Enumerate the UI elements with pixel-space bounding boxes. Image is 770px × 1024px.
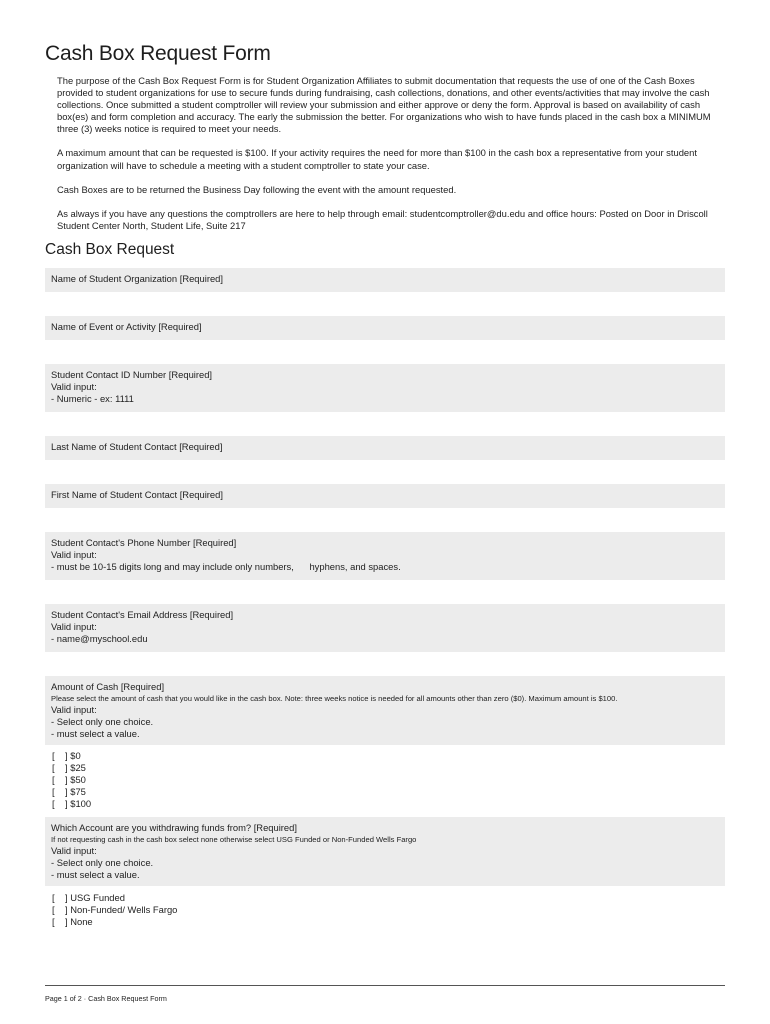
footer-divider [45, 985, 725, 986]
checkbox-option-25[interactable]: [ ] $25 [52, 762, 86, 773]
section-title: Cash Box Request [45, 241, 175, 258]
account-field [45, 817, 725, 886]
intro-text [57, 75, 729, 244]
field-note: If not requesting cash in the cash box select none otherwise select USG Funded or Non-Funded Wells Fargo [51, 835, 417, 844]
field-label: Student Contact ID Number [Required] [51, 369, 213, 380]
amount-field [45, 676, 725, 745]
field-note: Please select the amount of cash that you would like in the cash box. Note: three weeks notice is needed for all amounts other than zero ($0). Maximum amount is $100. [51, 694, 618, 703]
validation-rule: - must select a value. [51, 869, 140, 880]
first-name-field[interactable] [45, 484, 725, 508]
checkbox-option-usg-funded[interactable]: [ ] USG Funded [52, 892, 125, 903]
page-title: Cash Box Request Form [45, 42, 271, 65]
validation-rule: - must be 10-15 digits long and may include only numbers, hyphens, and spaces. [51, 561, 401, 572]
checkbox-option-100[interactable]: [ ] $100 [52, 798, 92, 809]
org-name-field[interactable] [45, 268, 725, 292]
validation-rule: - Select only one choice. [51, 857, 154, 868]
checkbox-option-non-funded[interactable]: [ ] Non-Funded/ Wells Fargo [52, 904, 178, 915]
intro-paragraph: As always if you have any questions the comptrollers are here to help through email: studentcomptroller@du.edu and office hours: Posted on Door in Driscoll Student Center North, Student Life, Suite 217 [57, 207, 708, 231]
checkbox-option-0[interactable]: [ ] $0 [52, 750, 81, 761]
last-name-field[interactable] [45, 436, 725, 460]
valid-input-label: Valid input: [51, 704, 97, 715]
field-label: First Name of Student Contact [Required] [51, 489, 223, 500]
intro-paragraph: Cash Boxes are to be returned the Business Day following the event with the amount requested. [57, 183, 457, 195]
valid-input-label: Valid input: [51, 621, 97, 632]
intro-paragraph: The purpose of the Cash Box Request Form is for Student Organization Affiliates to submit documentation that requests the use of one of the Cash Boxes provided to student organizations for use to secure funds during fundraising, cash collections, donations, and other events/activities that may involve the cash collections. Once submitted a student comptroller will review your submission and either approve or deny the form. Approval is based on availability of cash box(es) and form completion and accuracy. The early the submission the better. For organizations who wish to have funds placed in the cash box a MINIMUM three (3) weeks notice is required to meet your needs. [57, 75, 711, 135]
validation-rule: - Select only one choice. [51, 716, 154, 727]
phone-field[interactable] [45, 532, 725, 580]
valid-input-label: Valid input: [51, 381, 97, 392]
validation-rule: - must select a value. [51, 728, 140, 739]
field-label: Which Account are you withdrawing funds from? [Required] [51, 822, 297, 833]
account-options [52, 892, 177, 928]
intro-paragraph: A maximum amount that can be requested is $100. If your activity requires the need for more than $100 in the cash box a representative from your student organization will have to schedule a meeting with a student comptroller to state your case. [57, 147, 697, 171]
email-field[interactable] [45, 604, 725, 652]
checkbox-option-none[interactable]: [ ] None [52, 916, 93, 927]
field-label: Student Contact's Phone Number [Required] [51, 537, 237, 548]
student-id-field[interactable] [45, 364, 725, 412]
page-footer: Page 1 of 2 · Cash Box Request Form [45, 994, 167, 1003]
validation-rule: - name@myschool.edu [51, 633, 148, 644]
valid-input-label: Valid input: [51, 549, 97, 560]
valid-input-label: Valid input: [51, 845, 97, 856]
field-label: Amount of Cash [Required] [51, 681, 165, 692]
field-label: Student Contact's Email Address [Required] [51, 609, 234, 620]
validation-rule: - Numeric - ex: 1111 [51, 393, 134, 404]
checkbox-option-50[interactable]: [ ] $50 [52, 774, 86, 785]
field-label: Last Name of Student Contact [Required] [51, 441, 223, 452]
field-label: Name of Student Organization [Required] [51, 273, 223, 284]
amount-options [52, 750, 91, 810]
event-name-field[interactable] [45, 316, 725, 340]
field-label: Name of Event or Activity [Required] [51, 321, 202, 332]
checkbox-option-75[interactable]: [ ] $75 [52, 786, 86, 797]
